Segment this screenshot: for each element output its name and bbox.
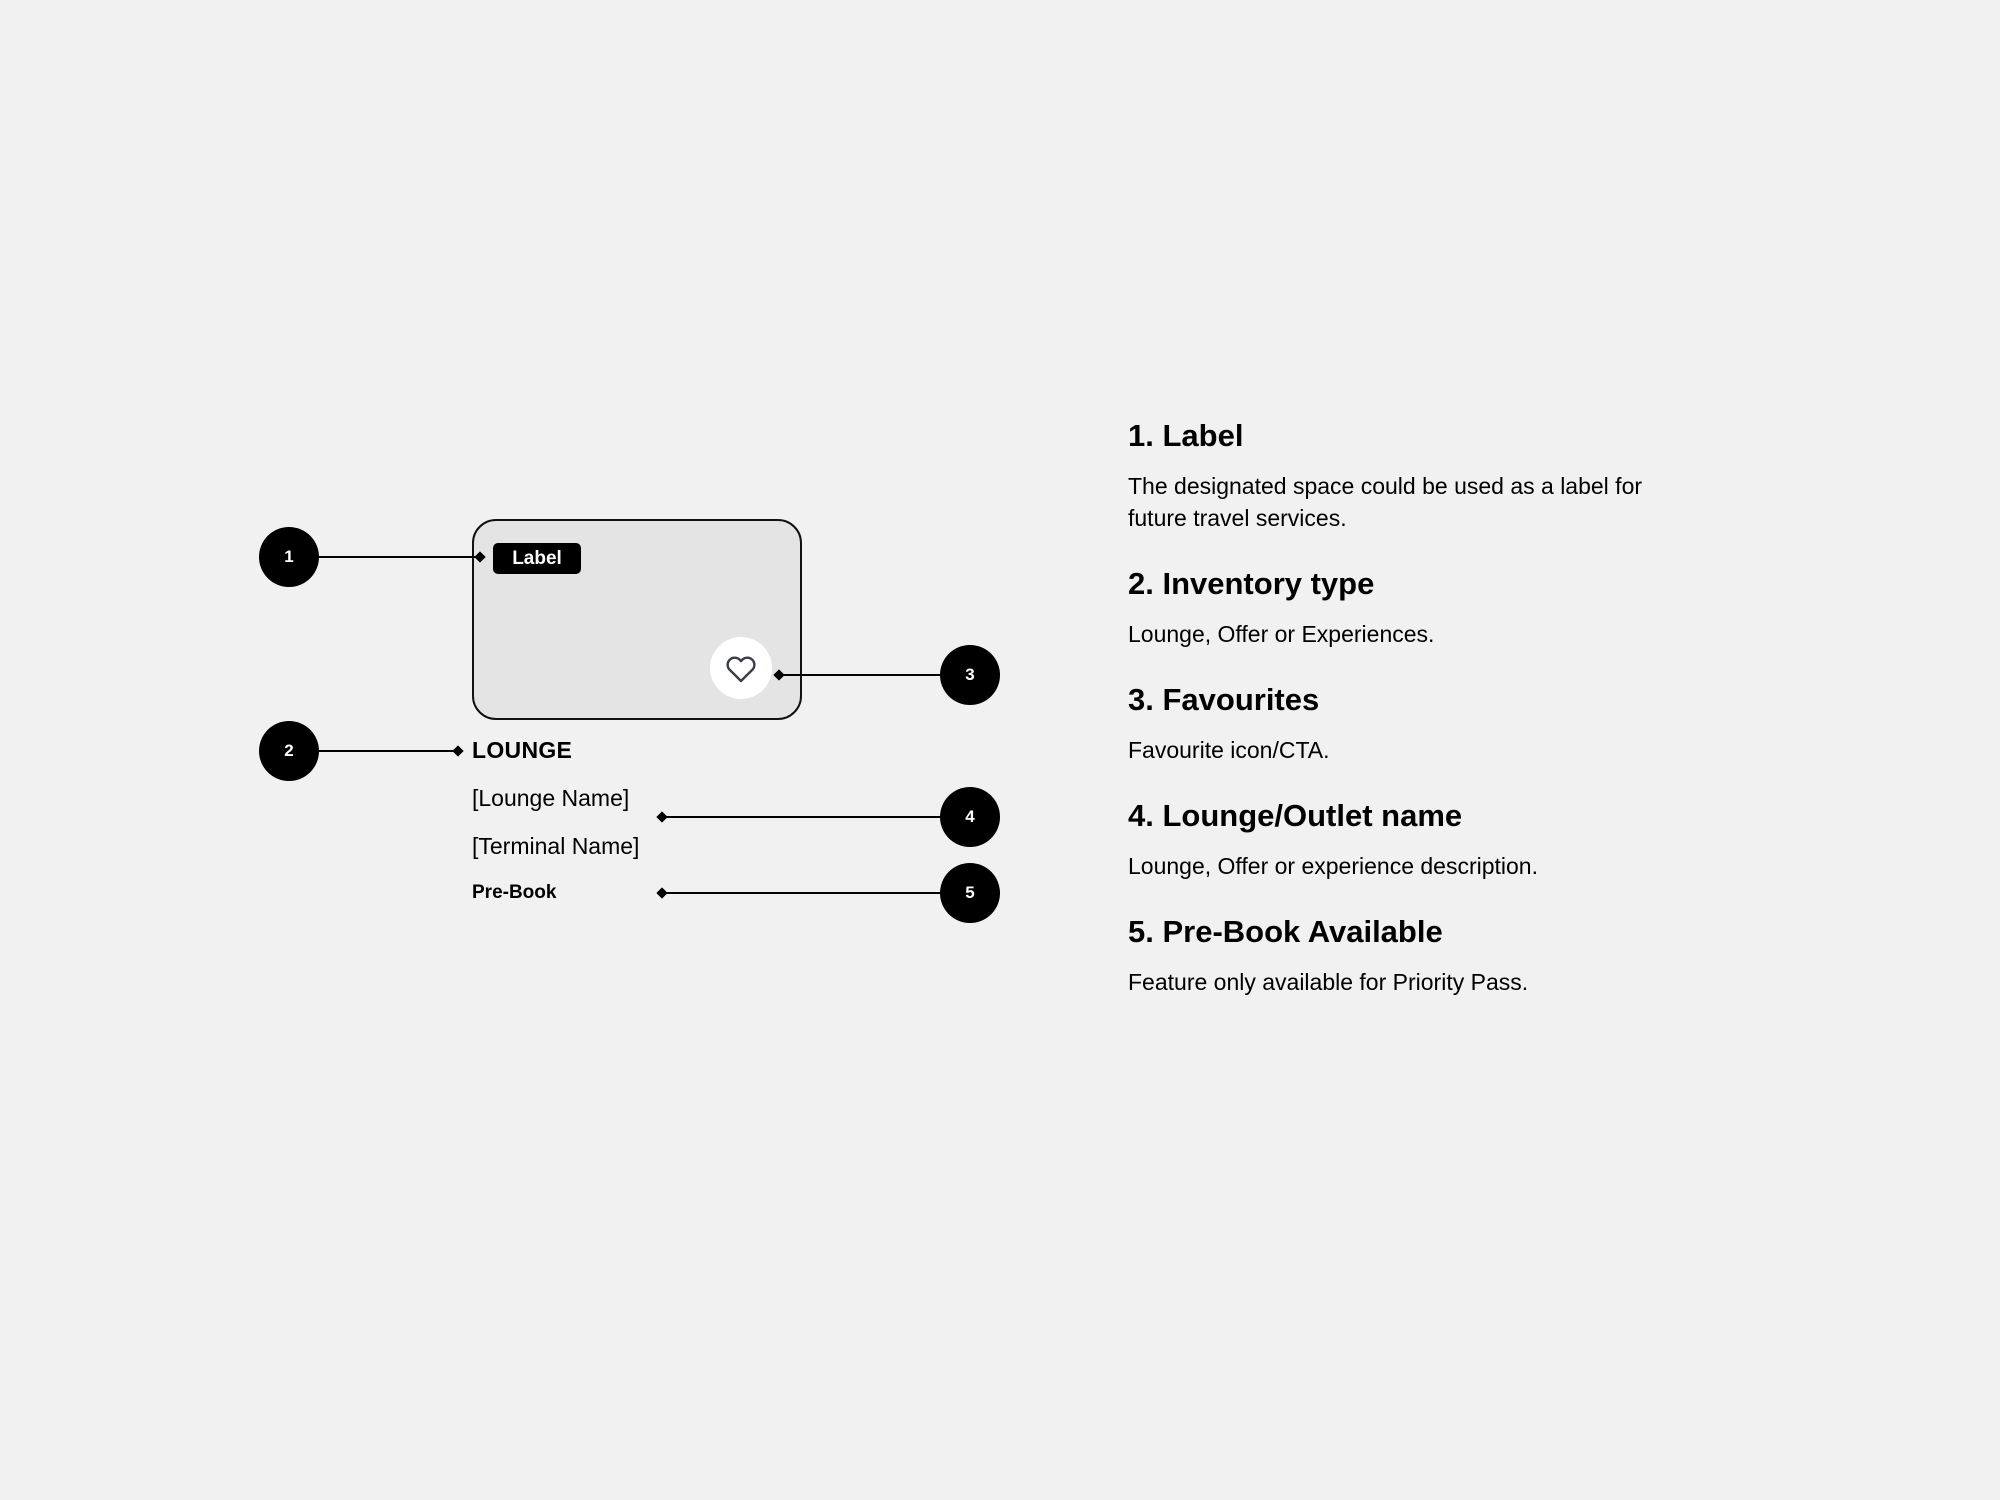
- legend-item-inventory-type: [1128, 568, 1688, 650]
- legend-title: 5. Pre-Book Available: [1128, 914, 1443, 949]
- callout-marker-2: 2: [259, 721, 319, 781]
- callout-line-4: [662, 816, 941, 818]
- lounge-card[interactable]: [472, 519, 802, 720]
- legend-description: Favourite icon/CTA.: [1128, 737, 1330, 763]
- legend-description: Feature only available for Priority Pass.: [1128, 969, 1529, 995]
- callout-marker-4: 4: [940, 787, 1000, 847]
- legend-item-favourites: [1128, 684, 1688, 766]
- card-label-badge: Label: [493, 543, 581, 574]
- terminal-name-text: [Terminal Name]: [472, 833, 640, 859]
- legend-title: 4. Lounge/Outlet name: [1128, 798, 1463, 833]
- favourite-button[interactable]: [710, 637, 772, 699]
- legend-title: 2. Inventory type: [1128, 566, 1375, 601]
- callout-marker-3: 3: [940, 645, 1000, 705]
- callout-diamond-2: [452, 745, 463, 756]
- inventory-type-text: LOUNGE: [472, 737, 573, 763]
- lounge-name-text: [Lounge Name]: [472, 785, 630, 811]
- heart-outline-icon: [724, 653, 758, 683]
- legend-title: 1. Label: [1128, 418, 1244, 453]
- callout-line-5: [662, 892, 941, 894]
- prebook-text: Pre-Book: [472, 882, 557, 903]
- callout-line-1: [318, 556, 480, 558]
- callout-marker-5: 5: [940, 863, 1000, 923]
- callout-line-3: [779, 674, 941, 676]
- legend-item-label: [1128, 420, 1688, 534]
- legend-title: 3. Favourites: [1128, 682, 1320, 717]
- legend: [1128, 420, 1688, 998]
- callout-line-2: [318, 750, 458, 752]
- callout-marker-1: 1: [259, 527, 319, 587]
- legend-description: Lounge, Offer or Experiences.: [1128, 621, 1435, 647]
- legend-description: Lounge, Offer or experience description.: [1128, 853, 1538, 879]
- legend-item-outlet-name: [1128, 800, 1688, 882]
- legend-item-prebook: [1128, 916, 1688, 998]
- legend-description: The designated space could be used as a label for future travel services.: [1128, 473, 1643, 531]
